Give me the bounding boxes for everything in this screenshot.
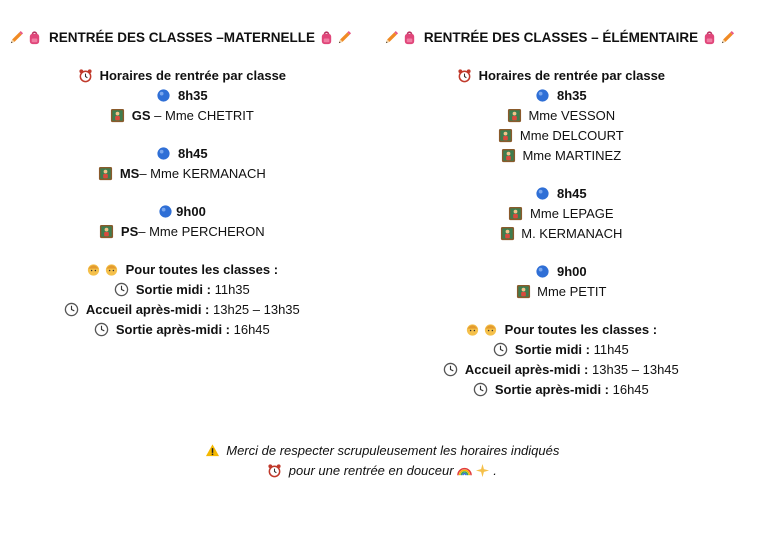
blue-circle-icon bbox=[535, 88, 550, 103]
lunch-exit-line bbox=[381, 340, 741, 360]
children-icon bbox=[465, 322, 480, 337]
maternelle-title: RENTRÉE DES CLASSES –MATERNELLE bbox=[48, 30, 316, 45]
exit-label: Sortie après-midi : bbox=[115, 322, 230, 337]
teacher-name: Mme MARTINEZ bbox=[522, 148, 622, 163]
footer-text-2-end: . bbox=[493, 463, 497, 478]
afternoon-entry-line bbox=[381, 360, 741, 380]
clock-icon bbox=[473, 382, 488, 397]
footer-line-1 bbox=[0, 441, 764, 461]
blue-circle-icon bbox=[156, 146, 171, 161]
teacher-entry bbox=[381, 224, 741, 244]
time-label: 8h45 bbox=[177, 146, 208, 161]
time-label: 9h00 bbox=[556, 264, 587, 279]
footer-note bbox=[0, 441, 764, 481]
elementaire-subtitle-line bbox=[381, 66, 741, 86]
teacher-icon bbox=[99, 224, 114, 239]
class-entry bbox=[2, 106, 362, 126]
warning-icon bbox=[205, 443, 220, 458]
afternoon-exit-line bbox=[381, 380, 741, 400]
blue-circle-icon bbox=[535, 264, 550, 279]
class-teacher: – Mme PERCHERON bbox=[138, 224, 265, 239]
teacher-name: Mme LEPAGE bbox=[530, 206, 614, 221]
teacher-name: Mme PETIT bbox=[537, 284, 607, 299]
class-teacher: – Mme CHETRIT bbox=[150, 108, 254, 123]
afternoon-value: 13h25 – 13h35 bbox=[209, 302, 300, 317]
time-slot bbox=[2, 202, 362, 222]
teacher-icon bbox=[501, 148, 516, 163]
afternoon-label: Accueil après-midi : bbox=[85, 302, 210, 317]
pencil-icon bbox=[337, 30, 352, 45]
lunch-value: 11h45 bbox=[589, 342, 629, 357]
all-classes-heading bbox=[381, 320, 741, 340]
clock-icon bbox=[64, 302, 79, 317]
teacher-icon bbox=[508, 206, 523, 221]
teacher-entry bbox=[381, 204, 741, 224]
teacher-entry bbox=[381, 282, 741, 302]
elementaire-section bbox=[381, 28, 741, 400]
class-teacher: – Mme KERMANACH bbox=[139, 166, 266, 181]
time-slot bbox=[2, 86, 362, 106]
backpack-icon bbox=[402, 30, 417, 45]
teacher-name: Mme VESSON bbox=[528, 108, 616, 123]
time-slot bbox=[2, 144, 362, 164]
time-slot bbox=[381, 86, 741, 106]
backpack-icon bbox=[702, 30, 717, 45]
alarm-clock-icon bbox=[267, 463, 282, 478]
elementaire-title-line bbox=[381, 28, 741, 48]
blue-circle-icon bbox=[535, 186, 550, 201]
lunch-label: Sortie midi : bbox=[135, 282, 211, 297]
teacher-entry bbox=[381, 126, 741, 146]
pencil-icon bbox=[9, 30, 24, 45]
footer-line-2 bbox=[0, 461, 764, 481]
teacher-icon bbox=[98, 166, 113, 181]
pencil-icon bbox=[720, 30, 735, 45]
sparkle-icon bbox=[475, 463, 490, 478]
teacher-entry bbox=[381, 106, 741, 126]
afternoon-entry-line bbox=[2, 300, 362, 320]
clock-icon bbox=[443, 362, 458, 377]
maternelle-subtitle: Horaires de rentrée par classe bbox=[99, 68, 287, 83]
maternelle-subtitle-line bbox=[2, 66, 362, 86]
blue-circle-icon bbox=[158, 204, 173, 219]
teacher-name: Mme DELCOURT bbox=[519, 128, 624, 143]
time-slot bbox=[381, 262, 741, 282]
time-label: 8h35 bbox=[556, 88, 587, 103]
exit-value: 16h45 bbox=[609, 382, 649, 397]
class-level: PS bbox=[120, 224, 139, 239]
footer-text-1: Merci de respecter scrupuleusement les horaires indiqués bbox=[226, 443, 560, 458]
afternoon-label: Accueil après-midi : bbox=[464, 362, 589, 377]
class-level: MS bbox=[119, 166, 140, 181]
rainbow-icon bbox=[457, 463, 472, 478]
teacher-entry bbox=[381, 146, 741, 166]
time-slot bbox=[381, 184, 741, 204]
all-classes-title: Pour toutes les classes : bbox=[504, 322, 658, 337]
class-level: GS bbox=[131, 108, 151, 123]
children-icon bbox=[104, 262, 119, 277]
elementaire-title: RENTRÉE DES CLASSES – ÉLÉMENTAIRE bbox=[423, 30, 699, 45]
backpack-icon bbox=[319, 30, 334, 45]
lunch-value: 11h35 bbox=[210, 282, 250, 297]
time-label: 9h00 bbox=[176, 204, 206, 219]
afternoon-value: 13h35 – 13h45 bbox=[588, 362, 679, 377]
alarm-clock-icon bbox=[457, 68, 472, 83]
class-entry bbox=[2, 164, 362, 184]
teacher-icon bbox=[507, 108, 522, 123]
children-icon bbox=[86, 262, 101, 277]
blue-circle-icon bbox=[156, 88, 171, 103]
clock-icon bbox=[94, 322, 109, 337]
backpack-icon bbox=[27, 30, 42, 45]
all-classes-heading bbox=[2, 260, 362, 280]
teacher-icon bbox=[500, 226, 515, 241]
elementaire-subtitle: Horaires de rentrée par classe bbox=[478, 68, 666, 83]
exit-label: Sortie après-midi : bbox=[494, 382, 609, 397]
maternelle-section bbox=[2, 28, 362, 340]
time-label: 8h35 bbox=[177, 88, 208, 103]
clock-icon bbox=[493, 342, 508, 357]
lunch-exit-line bbox=[2, 280, 362, 300]
footer-text-2: pour une rentrée en douceur bbox=[288, 463, 454, 478]
teacher-icon bbox=[498, 128, 513, 143]
class-entry bbox=[2, 222, 362, 242]
all-classes-title: Pour toutes les classes : bbox=[125, 262, 279, 277]
children-icon bbox=[483, 322, 498, 337]
alarm-clock-icon bbox=[78, 68, 93, 83]
exit-value: 16h45 bbox=[230, 322, 270, 337]
teacher-icon bbox=[516, 284, 531, 299]
clock-icon bbox=[114, 282, 129, 297]
teacher-name: M. KERMANACH bbox=[521, 226, 623, 241]
afternoon-exit-line bbox=[2, 320, 362, 340]
time-label: 8h45 bbox=[556, 186, 587, 201]
teacher-icon bbox=[110, 108, 125, 123]
maternelle-title-line bbox=[2, 28, 362, 48]
lunch-label: Sortie midi : bbox=[514, 342, 590, 357]
pencil-icon bbox=[384, 30, 399, 45]
